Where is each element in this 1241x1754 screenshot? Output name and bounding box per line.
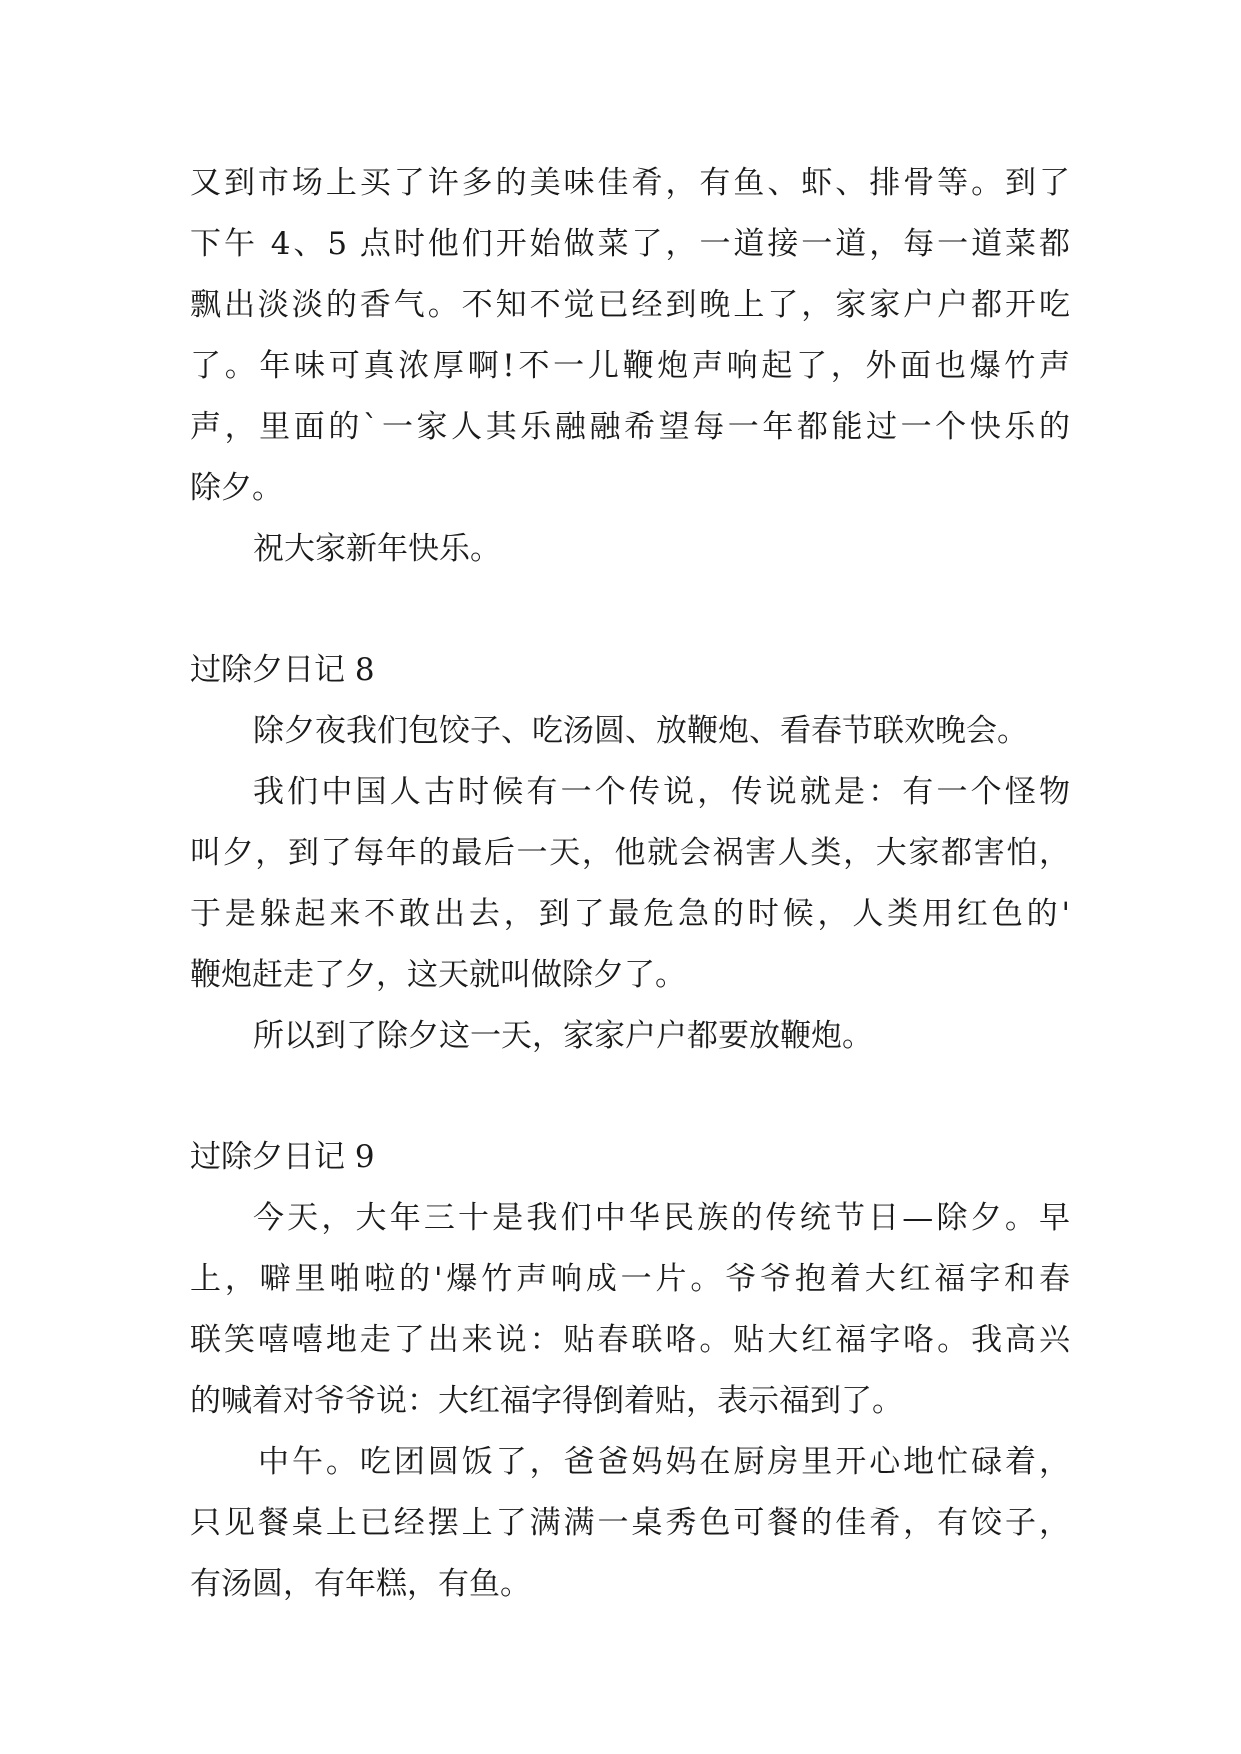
paragraph-line: 除夕。 — [190, 470, 283, 506]
closing-line: 祝大家新年快乐。 — [253, 531, 501, 567]
paragraph-line: 除夕夜我们包饺子、吃汤圆、放鞭炮、看春节联欢晚会。 — [253, 713, 1028, 749]
section-title: 过除夕日记 9 — [190, 1139, 375, 1175]
paragraph-line: 叫夕，到了每年的最后一天，他就会祸害人类，大家都害怕， — [190, 835, 1070, 871]
paragraph-line: 鞭炮赶走了夕，这天就叫做除夕了。 — [190, 957, 686, 993]
paragraph-line: 于是躲起来不敢出去，到了最危急的时候，人类用红色的' — [190, 896, 1070, 932]
paragraph-line: 我们中国人古时候有一个传说，传说就是：有一个怪物 — [253, 774, 1070, 810]
paragraph-line: 下午 4、5 点时他们开始做菜了，一道接一道，每一道菜都 — [190, 226, 1070, 262]
paragraph-line: 所以到了除夕这一天，家家户户都要放鞭炮。 — [253, 1018, 873, 1054]
paragraph-line: 的喊着对爷爷说：大红福字得倒着贴，表示福到了。 — [190, 1383, 903, 1419]
paragraph-line: 了。年味可真浓厚啊!不一儿鞭炮声响起了，外面也爆竹声 — [190, 348, 1070, 384]
section-title: 过除夕日记 8 — [190, 652, 375, 688]
paragraph-line: 联笑嘻嘻地走了出来说：贴春联咯。贴大红福字咯。我高兴 — [190, 1322, 1070, 1358]
paragraph-line: 飘出淡淡的香气。不知不觉已经到晚上了，家家户户都开吃 — [190, 287, 1070, 323]
paragraph-line: 只见餐桌上已经摆上了满满一桌秀色可餐的佳肴，有饺子， — [190, 1505, 1070, 1541]
paragraph-line: 又到市场上买了许多的美味佳肴，有鱼、虾、排骨等。到了 — [190, 165, 1070, 201]
paragraph-line: 今天，大年三十是我们中华民族的传统节日—除夕。早 — [253, 1200, 1070, 1236]
paragraph-line: 中午。吃团圆饭了，爸爸妈妈在厨房里开心地忙碌着， — [258, 1444, 1070, 1480]
paragraph-line: 声，里面的`一家人其乐融融希望每一年都能过一个快乐的 — [190, 409, 1070, 445]
paragraph-line: 上，噼里啪啦的'爆竹声响成一片。爷爷抱着大红福字和春 — [190, 1261, 1070, 1297]
paragraph-line: 有汤圆，有年糕，有鱼。 — [190, 1566, 531, 1602]
